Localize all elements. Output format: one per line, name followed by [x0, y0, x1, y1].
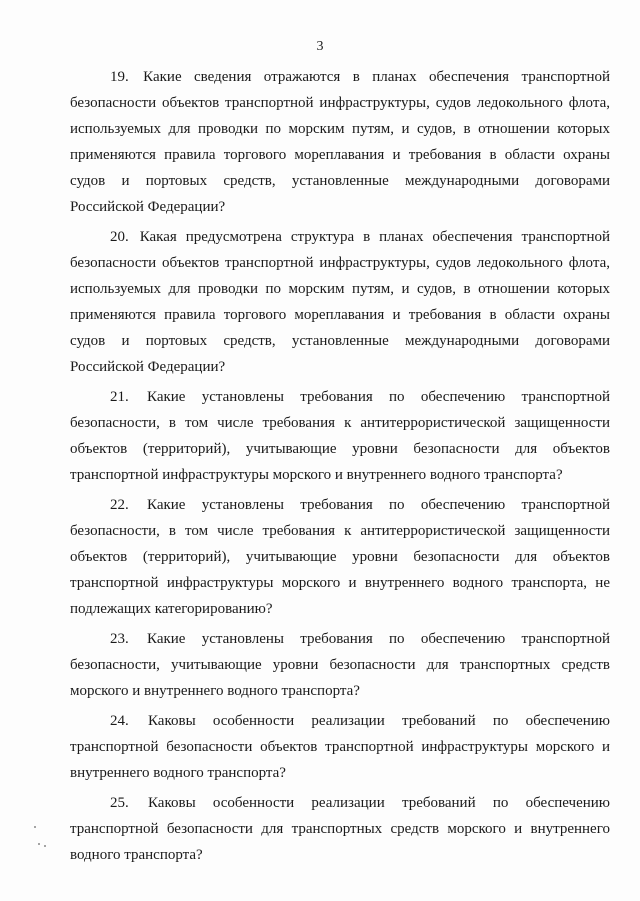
- question-text: Какая предусмотрена структура в планах обеспечения транспортной безопасности объектов транспортной инфраструктуры, судов ледокольного флота, используемых для проводки по морским путям, и судов, в отношении которых применяются правила торгового мореплавания и требования в области охраны судов и портовых средств, установленные международными договорами Российской Федерации?: [70, 229, 610, 375]
- question-text: Какие установлены требования по обеспечению транспортной безопасности, учитывающие уровни безопасности для транспортных средств морского и внутреннего водного транспорта?: [70, 631, 611, 699]
- question-number: 24.: [110, 713, 129, 729]
- question-25: [70, 790, 610, 868]
- question-number: 25.: [110, 795, 129, 811]
- question-24: [70, 708, 610, 786]
- question-number: 21.: [110, 389, 129, 405]
- scan-speck: [44, 845, 46, 847]
- question-number: 19.: [110, 69, 129, 85]
- question-21: [70, 384, 610, 488]
- question-number: 23.: [110, 631, 129, 647]
- scan-speck: [34, 826, 36, 828]
- question-22: [70, 492, 610, 622]
- question-19: [70, 64, 610, 220]
- page-number: 3: [316, 39, 324, 54]
- question-20: [70, 224, 610, 380]
- question-text: Какие сведения отражаются в планах обеспечения транспортной безопасности объектов транспортной инфраструктуры, судов ледокольного флота, используемых для проводки по морским путям, и судов, в отношении которых применяются правила торгового мореплавания и требования в области охраны судов и портовых средств, установленные международными договорами Российской Федерации?: [70, 69, 611, 215]
- scan-speck: [38, 843, 40, 845]
- question-text: Какие установлены требования по обеспечению транспортной безопасности, в том числе требования к антитеррористической защищенности объектов (территорий), учитывающие уровни безопасности для объектов транспортной инфраструктуры морского и внутреннего водного транспорта, не подлежащих категорированию?: [70, 497, 611, 617]
- question-number: 22.: [110, 497, 129, 513]
- question-number: 20.: [110, 229, 129, 245]
- question-text: Какие установлены требования по обеспечению транспортной безопасности, в том числе требования к антитеррористической защищенности объектов (территорий), учитывающие уровни безопасности для объектов транспортной инфраструктуры морского и внутреннего водного транспорта?: [70, 389, 611, 483]
- question-list: [70, 64, 610, 872]
- question-text: Каковы особенности реализации требований по обеспечению транспортной безопасности для транспортных средств морского и внутреннего водного транспорта?: [70, 795, 611, 863]
- question-23: [70, 626, 610, 704]
- question-text: Каковы особенности реализации требований по обеспечению транспортной безопасности объектов транспортной инфраструктуры морского и внутреннего водного транспорта?: [70, 713, 611, 781]
